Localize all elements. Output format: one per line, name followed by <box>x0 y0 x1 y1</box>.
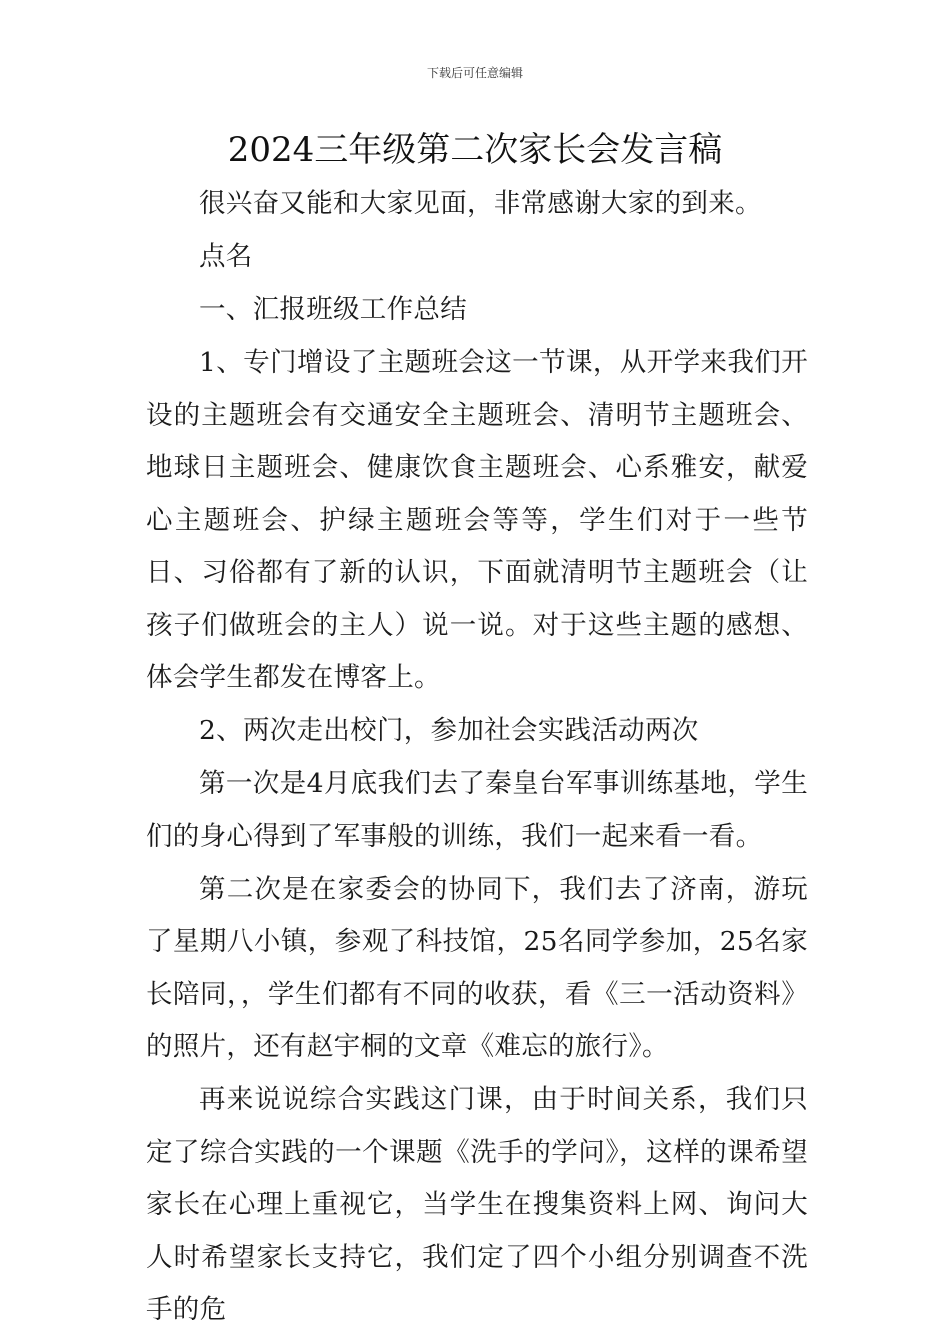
header-note: 下载后可任意编辑 <box>426 66 523 80</box>
paragraph-first-trip: 第一次是4月底我们去了秦皇台军事训练基地，学生们的身心得到了军事般的训练，我们一起来看一看。 <box>146 768 808 852</box>
paragraph-second-trip: 第二次是在家委会的协同下，我们去了济南，游玩了星期八小镇，参观了科技馆，25名同学参加，25名家长陪同，，学生们都有不同的收获，看《三一活动资料》的照片，还有赵宇桐的文章《难忘的旅行》。 <box>146 873 808 1062</box>
paragraph-social-practice: 2、两次走出校门，参加社会实践活动两次 <box>199 715 699 746</box>
paragraph-greeting: 很兴奋又能和大家见面，非常感谢大家的到来。 <box>199 188 762 219</box>
section-heading-work-summary: 一、汇报班级工作总结 <box>199 294 467 325</box>
document-body <box>146 178 808 1337</box>
paragraph-theme-class-meetings: 1、专门增设了主题班会这一节课，从开学来我们开设的主题班会有交通安全主题班会、清明节主题班会、地球日主题班会、健康饮食主题班会、心系雅安，献爱心主题班会、护绿主题班会等等，学生们对于一些节日、习俗都有了新的认识，下面就清明节主题班会（让孩子们做班会的主人）说一说。对于这些主题的感想、体会学生都发在博客上。 <box>146 347 808 693</box>
document-title: 2024三年级第二次家长会发言稿 <box>227 130 723 170</box>
paragraph-roll-call: 点名 <box>199 241 253 272</box>
paragraph-comprehensive-practice: 再来说说综合实践这门课，由于时间关系，我们只定了综合实践的一个课题《洗手的学问》，这样的课希望家长在心理上重视它，当学生在搜集资料上网、询问大人时希望家长支持它，我们定了四个小组分别调查不洗手的危 <box>146 1084 808 1325</box>
